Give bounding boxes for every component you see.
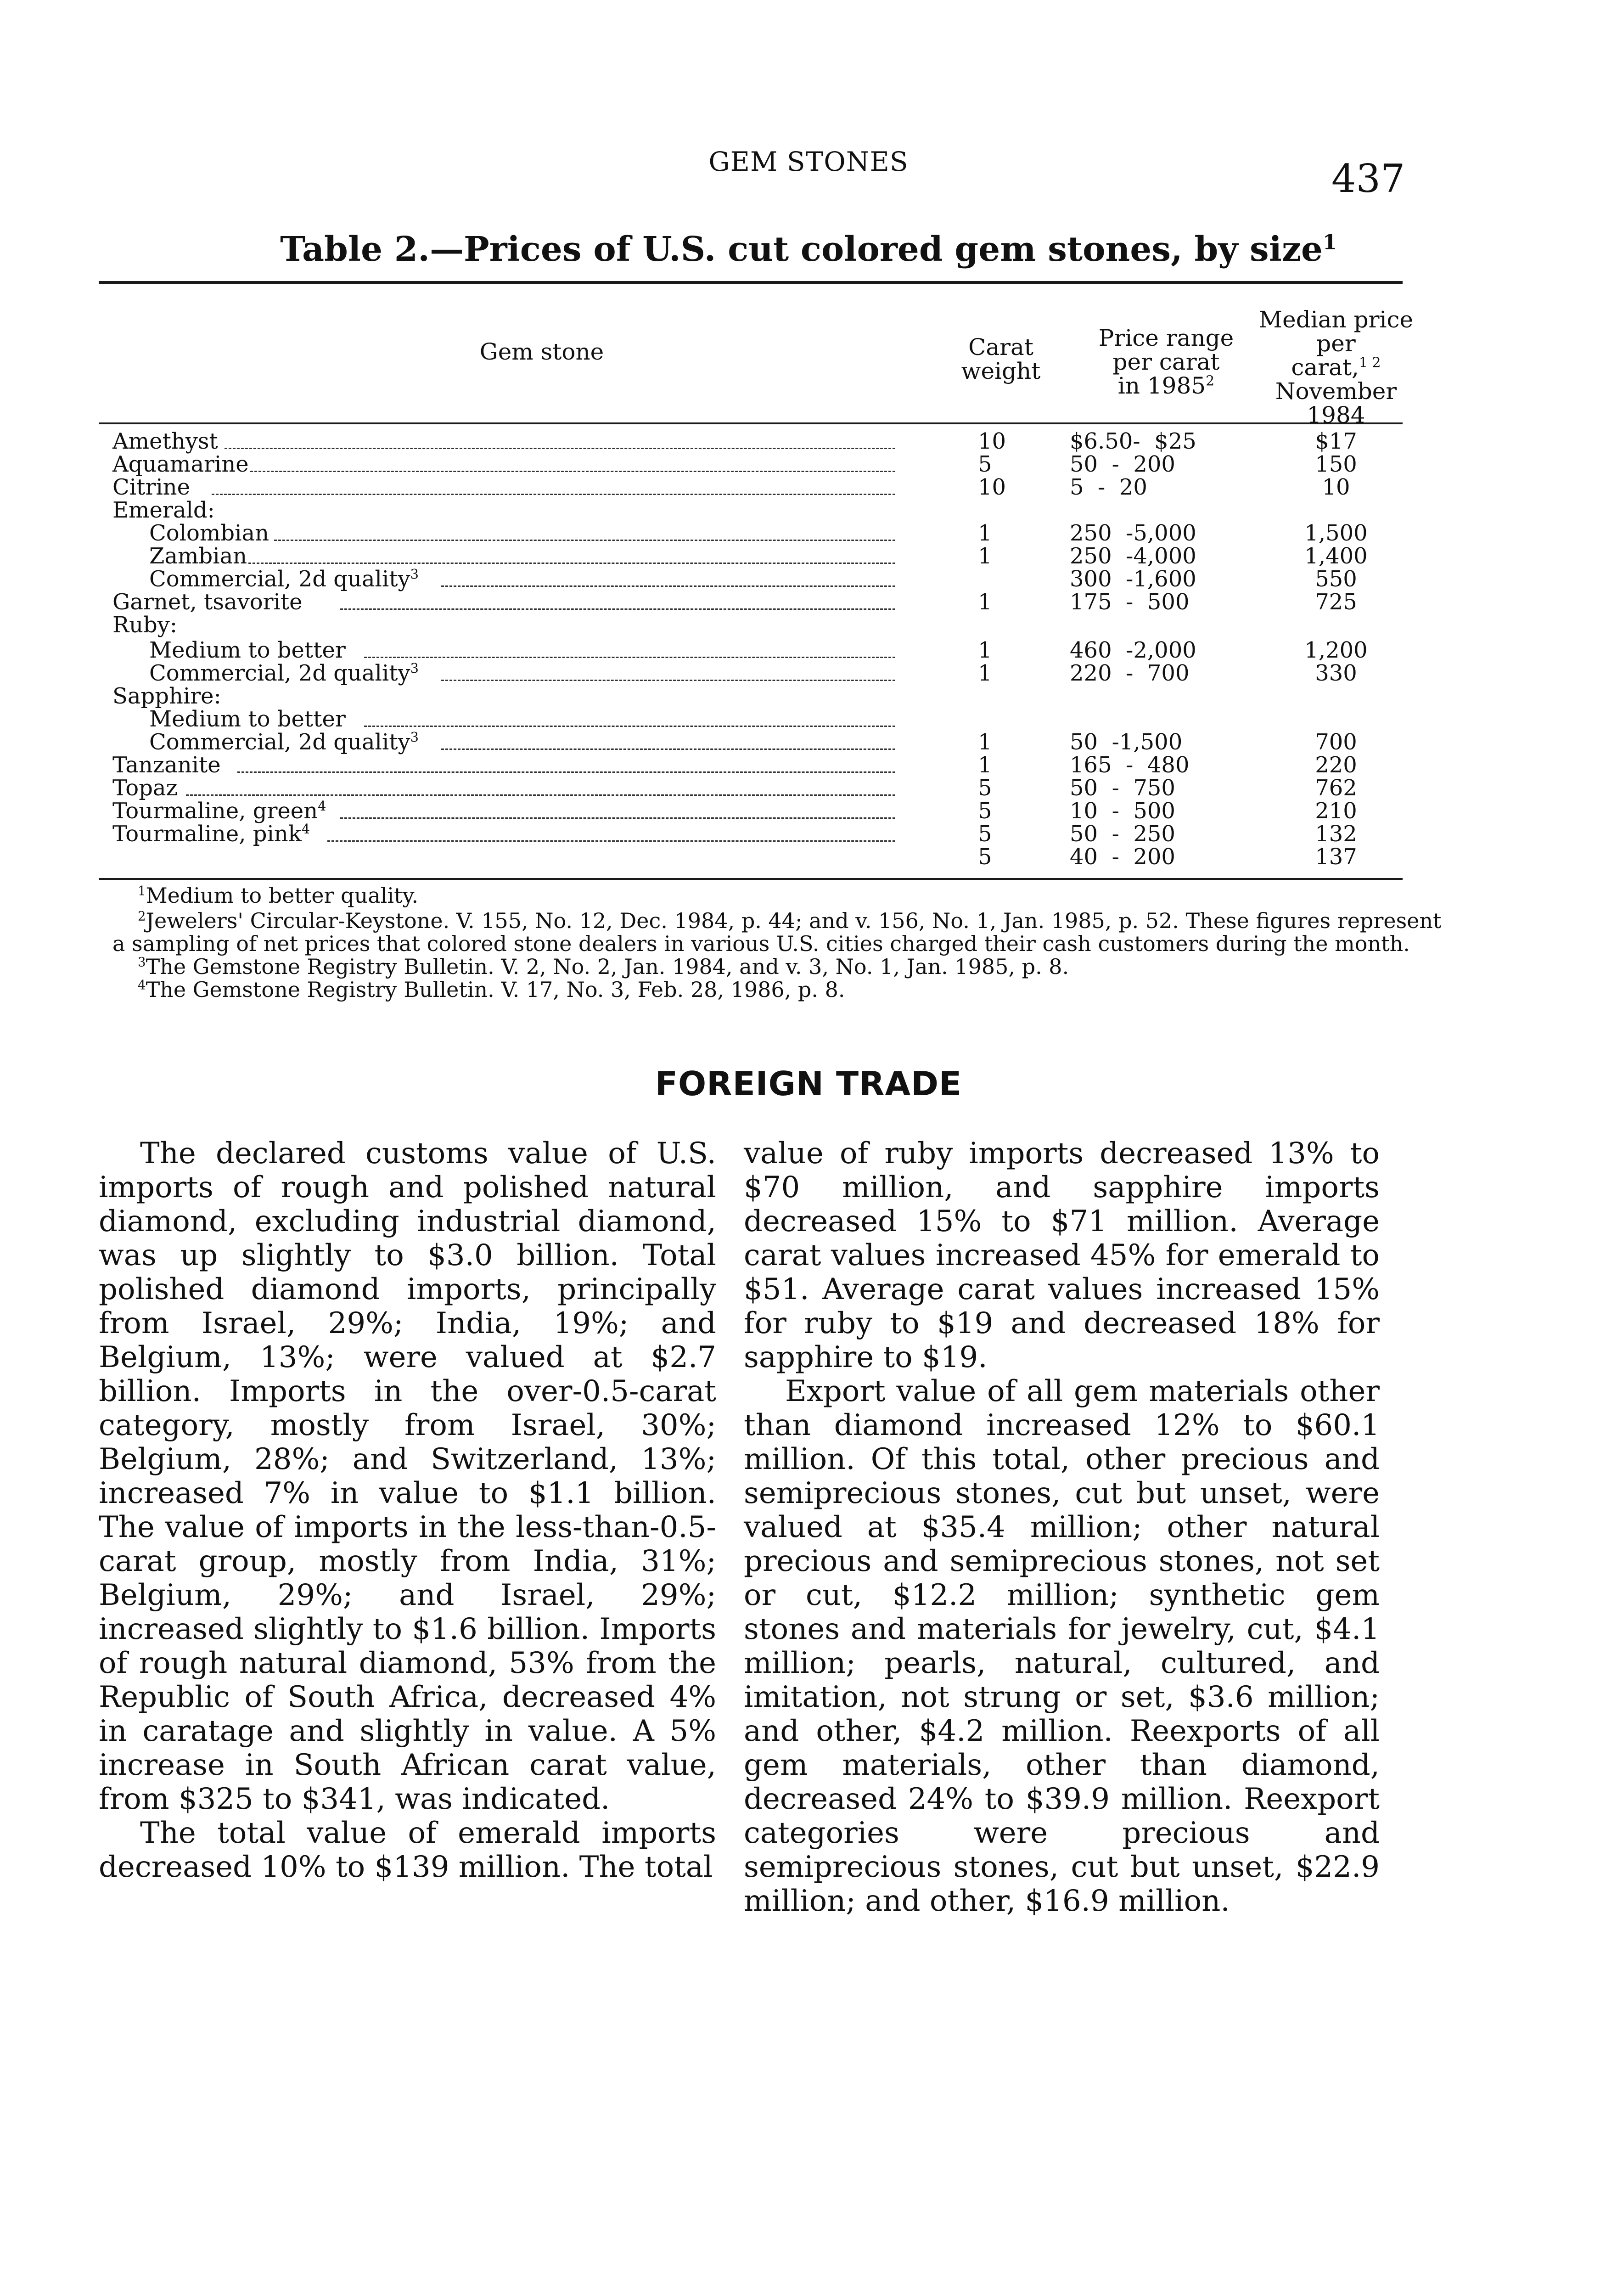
median-header-sup: 1 2	[1359, 355, 1381, 371]
median-price: 1,400	[1304, 543, 1368, 569]
page-number: 437	[1331, 156, 1405, 201]
gem-name: Amethyst	[112, 428, 218, 454]
footnote-4-marker: 4	[138, 977, 146, 993]
gem-name: Medium to better	[149, 637, 346, 663]
carat-weight: 5	[978, 821, 992, 847]
median-header-line2: per	[1316, 330, 1356, 357]
carat-weight: 1	[978, 520, 992, 546]
gem-name: Commercial, 2d quality$^3$	[149, 729, 419, 755]
gem-name: Emerald:	[112, 497, 215, 523]
leader-dashes	[441, 585, 895, 587]
leader-dashes	[441, 680, 895, 681]
footnote-4	[138, 978, 845, 1001]
table-row	[0, 822, 1617, 846]
carat-weight: 10	[978, 428, 1006, 454]
carat-weight: 10	[978, 474, 1006, 500]
price-range: 50 - 750	[1070, 775, 1175, 801]
carat-header-line1: Carat	[968, 334, 1033, 360]
footnote-3	[138, 955, 1069, 978]
paragraph-exports: Export value of all gem materials other than diamond increased 12% to $60.1 million. Of this total, other precious and semiprecious stones, cut but unset, were valued at $35.4 million; other natural precious and semiprecious stones, not set or cut, $12.2 million; synthetic gem stones and materials for jewelry, cut, $4.1 million; pearls, natural, cultured, and imitation, not strung or set, $3.6 million; and other, $4.2 million. Reexports of all gem materials, other than diamond, decreased 24% to $39.9 million. Reexport categories were precious and semiprecious stones, cut but unset, $22.9 million; and other, $16.9 million.	[744, 1374, 1380, 1918]
gem-name-footnote: 4	[318, 798, 326, 814]
table-row	[0, 498, 1617, 522]
leader-dashes	[441, 748, 895, 750]
gem-name: Garnet, tsavorite	[112, 589, 303, 615]
column-header-price-range	[1074, 326, 1258, 398]
price-range: 50 -1,500	[1070, 729, 1183, 755]
paragraph-ruby-sapphire: value of ruby imports decreased 13% to $70 million, and sapphire imports decreased 15% to $71 million. Average carat values increased 45% for emerald to $51. Average carat values increased 15% for ruby to $19 and decreased 18% for sapphire to $19.	[744, 1137, 1380, 1374]
median-price: 210	[1315, 798, 1357, 824]
table-row	[0, 753, 1617, 777]
table-row	[0, 521, 1617, 545]
median-price: 1,500	[1304, 520, 1368, 546]
leader-dashes	[212, 494, 895, 495]
price-range: 40 - 200	[1070, 844, 1175, 870]
gem-name: Tourmaline, pink$^4$	[112, 821, 310, 847]
median-price: 132	[1315, 821, 1357, 847]
leader-dashes	[250, 471, 895, 472]
leader-dashes	[186, 794, 895, 796]
table-row	[0, 429, 1617, 453]
carat-weight: 1	[978, 589, 992, 615]
header-bottom-rule	[99, 422, 1403, 424]
table-row	[0, 613, 1617, 637]
median-price: 762	[1315, 775, 1357, 801]
median-price: 550	[1315, 566, 1357, 592]
gem-name: Topaz	[112, 775, 178, 801]
range-header-line2: per carat	[1112, 349, 1220, 375]
range-header-line3	[1074, 374, 1258, 398]
table-top-rule	[99, 281, 1403, 284]
gem-name: Aquamarine	[112, 451, 249, 477]
carat-weight: 1	[978, 637, 992, 663]
median-header-line3	[1240, 355, 1432, 379]
footnote-1-text: Medium to better quality.	[146, 883, 419, 908]
price-range: 175 - 500	[1070, 589, 1190, 615]
gem-name: Colombian	[149, 520, 269, 546]
table-row	[0, 799, 1617, 823]
carat-weight: 1	[978, 543, 992, 569]
median-price: 10	[1322, 474, 1350, 500]
gem-name: Medium to better	[149, 706, 346, 732]
gem-name-footnote: 3	[410, 729, 419, 745]
footnote-2b: a sampling of net prices that colored stone dealers in various U.S. cities charged their cash customers during the month.	[112, 931, 1410, 956]
gem-name: Tanzanite	[112, 752, 221, 778]
price-range: 50 - 200	[1070, 451, 1175, 477]
paragraph-diamond-imports: The declared customs value of U.S. imports of rough and polished natural diamond, excluding industrial diamond, was up slightly to $3.0 billion. Total polished diamond imports, principally from Israel, 29%; India, 19%; and Belgium, 13%; were valued at $2.7 billion. Imports in the over-0.5-carat category, mostly from Israel, 30%; Belgium, 28%; and Switzerland, 13%; increased 7% in value to $1.1 billion. The value of imports in the less-than-0.5-carat group, mostly from India, 31%; Belgium, 29%; and Israel, 29%; increased slightly to $1.6 billion. Imports of rough natural diamond, 53% from the Republic of South Africa, decreased 4% in caratage and slightly in value. A 5% increase in South African carat value, from $325 to $341, was indicated.	[99, 1137, 716, 1816]
leader-dashes	[225, 448, 895, 449]
price-range: 220 - 700	[1070, 660, 1190, 686]
table-bottom-rule	[99, 878, 1403, 880]
price-range: 250 -4,000	[1070, 543, 1196, 569]
median-header-line4: November	[1275, 378, 1397, 405]
footnote-3-text: The Gemstone Registry Bulletin. V. 2, No. 2, Jan. 1984, and v. 3, No. 1, Jan. 1985, p. 8.	[146, 954, 1069, 979]
running-head: GEM STONES	[708, 146, 909, 177]
gem-name: Tourmaline, green$^4$	[112, 798, 326, 824]
paragraph-emerald-imports: The total value of emerald imports decreased 10% to $139 million. The total	[99, 1816, 716, 1884]
range-header-sup: 2	[1206, 373, 1215, 389]
gem-name: Commercial, 2d quality$^3$	[149, 660, 419, 686]
leader-dashes	[364, 726, 895, 727]
price-range: $6.50- $25	[1070, 428, 1196, 454]
footnote-3-marker: 3	[138, 954, 146, 970]
footnote-2a	[138, 909, 1442, 932]
range-header-line1: Price range	[1098, 325, 1234, 351]
table-row	[0, 776, 1617, 800]
text-column-right	[744, 1137, 1380, 1918]
median-header-line5: 1984	[1307, 402, 1365, 428]
median-price: 220	[1315, 752, 1357, 778]
median-price: 1,200	[1304, 637, 1368, 663]
column-header-gem-stone: Gem stone	[479, 338, 604, 365]
median-price: 150	[1315, 451, 1357, 477]
price-range: 50 - 250	[1070, 821, 1175, 847]
median-header-line1: Median price	[1258, 306, 1414, 333]
table-title-text: Table 2.—Prices of U.S. cut colored gem stones, by size	[280, 230, 1323, 269]
gem-name-footnote: 4	[301, 821, 310, 837]
price-range: 10 - 500	[1070, 798, 1175, 824]
leader-dashes	[274, 540, 895, 541]
price-range: 165 - 480	[1070, 752, 1190, 778]
price-range: 250 -5,000	[1070, 520, 1196, 546]
leader-dashes	[364, 657, 895, 658]
gem-name: Citrine	[112, 474, 190, 500]
median-price: 725	[1315, 589, 1357, 615]
price-range: 5 - 20	[1070, 474, 1147, 500]
carat-weight: 1	[978, 660, 992, 686]
leader-dashes	[340, 817, 895, 819]
table-title-sup: 1	[1322, 230, 1337, 254]
leader-dashes	[327, 840, 895, 842]
range-header-year: in 1985	[1117, 372, 1206, 399]
column-header-median-price	[1240, 308, 1432, 427]
gem-name: Commercial, 2d quality$^3$	[149, 566, 419, 592]
carat-weight: 5	[978, 798, 992, 824]
carat-weight: 1	[978, 729, 992, 755]
table-row	[0, 590, 1617, 614]
carat-weight: 5	[978, 844, 992, 870]
leader-dashes	[248, 563, 895, 564]
table-row	[0, 707, 1617, 731]
table-row	[0, 684, 1617, 708]
table-row	[0, 544, 1617, 568]
leader-dashes	[340, 608, 895, 610]
footnote-2a-text: Jewelers' Circular-Keystone. V. 155, No. 12, Dec. 1984, p. 44; and v. 156, No. 1, Jan. 1985, p. 52. These figures represent	[146, 908, 1442, 933]
section-heading-foreign-trade: FOREIGN TRADE	[655, 1064, 962, 1103]
footnote-4-text: The Gemstone Registry Bulletin. V. 17, No. 3, Feb. 28, 1986, p. 8.	[146, 977, 845, 1002]
footnote-1	[138, 884, 418, 907]
gem-name-footnote: 3	[410, 566, 419, 582]
table-title	[0, 230, 1617, 269]
median-header-carat: carat,	[1291, 354, 1359, 381]
price-range: 300 -1,600	[1070, 566, 1196, 592]
median-price: 137	[1315, 844, 1357, 870]
gem-name-footnote: 3	[410, 660, 419, 676]
table-row	[0, 638, 1617, 662]
table-row	[0, 661, 1617, 685]
table-row	[0, 567, 1617, 591]
footnote-1-marker: 1	[138, 883, 146, 899]
footnote-2-marker: 2	[138, 908, 146, 924]
carat-weight: 5	[978, 775, 992, 801]
leader-dashes	[237, 771, 895, 773]
column-header-carat-weight	[937, 335, 1065, 383]
gem-name: Ruby:	[112, 612, 178, 638]
price-range: 460 -2,000	[1070, 637, 1196, 663]
median-price: $17	[1315, 428, 1357, 454]
carat-weight: 5	[978, 451, 992, 477]
median-price: 330	[1315, 660, 1357, 686]
table-row	[0, 475, 1617, 499]
gem-name: Zambian	[149, 543, 247, 569]
carat-header-line2: weight	[961, 358, 1041, 384]
median-price: 700	[1315, 729, 1357, 755]
table-row	[0, 845, 1617, 869]
gem-name: Sapphire:	[112, 683, 221, 709]
table-row	[0, 730, 1617, 754]
text-column-left	[99, 1137, 716, 1884]
table-row	[0, 452, 1617, 476]
carat-weight: 1	[978, 752, 992, 778]
